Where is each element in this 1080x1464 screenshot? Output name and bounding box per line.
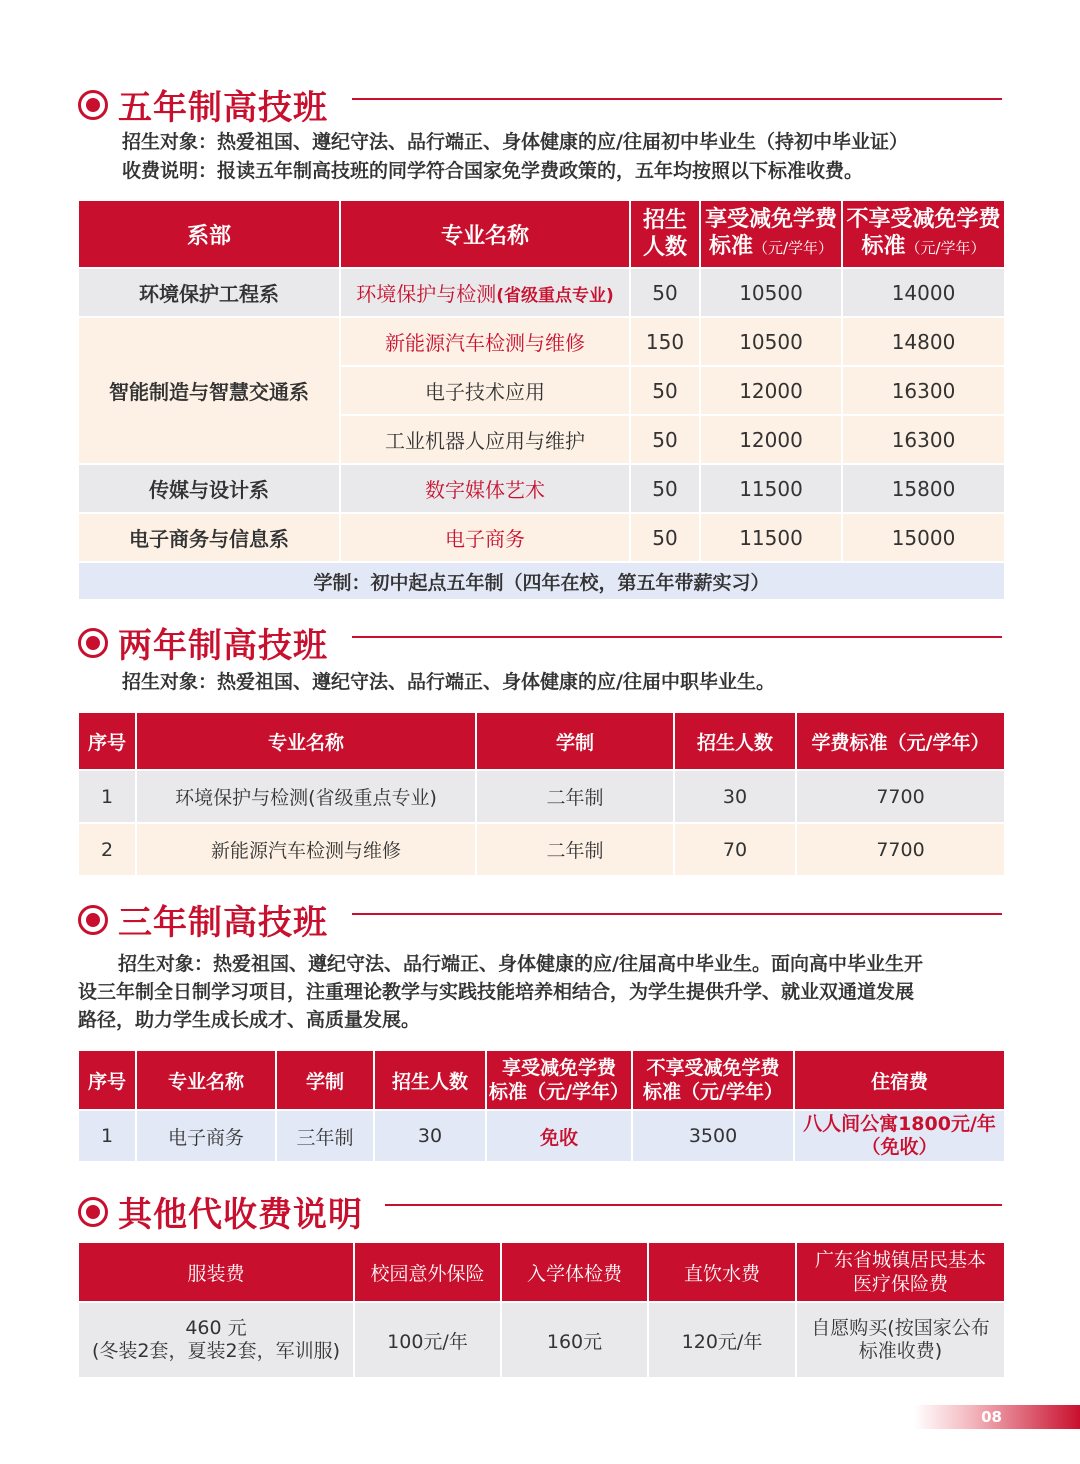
major-cell: 环境保护与检测(省级重点专业) xyxy=(136,770,476,823)
table-header-row xyxy=(78,200,1005,268)
col-system: 学制 xyxy=(476,712,674,770)
title-rule xyxy=(352,98,1002,100)
insurance-cell: 100元/年 xyxy=(354,1302,501,1378)
fee-cell: 7700 xyxy=(796,823,1005,876)
std2-cell: 14000 xyxy=(842,268,1005,317)
std1-cell: 12000 xyxy=(700,415,842,464)
dept-cell: 传媒与设计系 xyxy=(78,464,340,513)
col-no: 序号 xyxy=(78,712,136,770)
other-fees-table xyxy=(77,1241,1006,1379)
col-fee: 学费标准（元/学年） xyxy=(796,712,1005,770)
table-row xyxy=(78,268,1005,317)
fee-note: 收费说明：报读五年制高技班的同学符合国家免学费政策的，五年均按照以下标准收费。 xyxy=(122,160,864,182)
target-bullet-icon xyxy=(78,90,108,120)
col-std1: 享受减免学费 标准（元/学年） xyxy=(486,1050,632,1110)
dept-cell: 电子商务与信息系 xyxy=(78,513,340,562)
no-cell: 1 xyxy=(78,770,136,823)
col-water: 直饮水费 xyxy=(648,1242,796,1302)
school-system-note: 学制：初中起点五年制（四年在校，第五年带薪实习） xyxy=(78,562,1005,600)
col-count: 招生人数 xyxy=(374,1050,486,1110)
table-header-row xyxy=(78,1242,1005,1302)
enroll-target-line1: 招生对象：热爱祖国、遵纪守法、品行端正、身体健康的应/往届高中毕业生。面向高中毕业生开 xyxy=(118,953,923,975)
major-cell: 新能源汽车检测与维修 xyxy=(136,823,476,876)
std2-cell: 14800 xyxy=(842,317,1005,366)
std2-cell: 16300 xyxy=(842,366,1005,415)
dept-cell: 智能制造与智慧交通系 xyxy=(78,317,340,464)
col-std1: 享受减免学费 标准（元/学年） xyxy=(700,200,842,268)
table-row xyxy=(78,513,1005,562)
table-header-row xyxy=(78,712,1005,770)
three-year-table xyxy=(77,1049,1006,1163)
table-header-row xyxy=(78,1050,1005,1110)
major-cell: 数字媒体艺术 xyxy=(340,464,630,513)
system-cell: 三年制 xyxy=(276,1110,374,1162)
section-other-fees-header xyxy=(78,1187,363,1236)
col-lodging: 住宿费 xyxy=(794,1050,1005,1110)
table-row xyxy=(78,823,1005,876)
section-title: 其他代收费说明 xyxy=(118,1195,363,1235)
major-cell: 电子技术应用 xyxy=(340,366,630,415)
table-row xyxy=(78,1110,1005,1162)
uniform-cell: 460 元 (冬装2套，夏装2套，军训服) xyxy=(78,1302,354,1378)
table-footer-row xyxy=(78,562,1005,600)
section-three-year-header xyxy=(78,895,328,944)
title-rule xyxy=(385,1204,1002,1206)
col-dept: 系部 xyxy=(78,200,340,268)
col-std2: 不享受减免学费 标准（元/学年） xyxy=(632,1050,794,1110)
std2-cell: 3500 xyxy=(632,1110,794,1162)
col-major: 专业名称 xyxy=(136,712,476,770)
fee-cell: 7700 xyxy=(796,770,1005,823)
section-two-year-header xyxy=(78,618,328,667)
major-cell: 电子商务 xyxy=(340,513,630,562)
water-cell: 120元/年 xyxy=(648,1302,796,1378)
system-cell: 二年制 xyxy=(476,823,674,876)
col-uniform: 服装费 xyxy=(78,1242,354,1302)
std1-cell: 10500 xyxy=(700,268,842,317)
table-row xyxy=(78,1302,1005,1378)
count-cell: 50 xyxy=(630,464,700,513)
enroll-target: 招生对象：热爱祖国、遵纪守法、品行端正、身体健康的应/往届中职毕业生。 xyxy=(122,671,775,693)
count-cell: 150 xyxy=(630,317,700,366)
enroll-target-line3: 路径，助力学生成长成才、高质量发展。 xyxy=(78,1009,421,1031)
major-cell: 电子商务 xyxy=(136,1110,276,1162)
count-cell: 70 xyxy=(674,823,796,876)
table-row xyxy=(78,464,1005,513)
title-rule xyxy=(352,913,1002,915)
target-bullet-icon xyxy=(78,905,108,935)
count-cell: 50 xyxy=(630,513,700,562)
lodging-cell: 八人间公寓1800元/年 （免收） xyxy=(794,1110,1005,1162)
enroll-target: 招生对象：热爱祖国、遵纪守法、品行端正、身体健康的应/往届初中毕业生（持初中毕业证） xyxy=(122,131,908,153)
major-cell: 新能源汽车检测与维修 xyxy=(340,317,630,366)
five-year-table xyxy=(77,199,1006,601)
table-row xyxy=(78,770,1005,823)
section-title: 两年制高技班 xyxy=(118,626,328,666)
std2-cell: 16300 xyxy=(842,415,1005,464)
count-cell: 50 xyxy=(630,268,700,317)
count-cell: 50 xyxy=(630,366,700,415)
target-bullet-icon xyxy=(78,1197,108,1227)
std2-cell: 15800 xyxy=(842,464,1005,513)
std1-cell: 11500 xyxy=(700,464,842,513)
section-title: 五年制高技班 xyxy=(118,88,328,128)
col-medical: 广东省城镇居民基本 医疗保险费 xyxy=(796,1242,1005,1302)
enroll-target-line2: 设三年制全日制学习项目，注重理论教学与实践技能培养相结合，为学生提供升学、就业双通道发展 xyxy=(78,981,915,1003)
std1-cell: 10500 xyxy=(700,317,842,366)
col-count: 招生人数 xyxy=(674,712,796,770)
col-count: 招生 人数 xyxy=(630,200,700,268)
col-insurance: 校园意外保险 xyxy=(354,1242,501,1302)
col-no: 序号 xyxy=(78,1050,136,1110)
section-title: 三年制高技班 xyxy=(118,903,328,943)
two-year-table xyxy=(77,711,1006,877)
std1-cell: 免收 xyxy=(486,1110,632,1162)
count-cell: 30 xyxy=(374,1110,486,1162)
col-major: 专业名称 xyxy=(340,200,630,268)
page-number: 08 xyxy=(981,1408,1002,1426)
col-system: 学制 xyxy=(276,1050,374,1110)
no-cell: 1 xyxy=(78,1110,136,1162)
std1-cell: 12000 xyxy=(700,366,842,415)
major-cell: 环境保护与检测(省级重点专业) xyxy=(340,268,630,317)
no-cell: 2 xyxy=(78,823,136,876)
col-major: 专业名称 xyxy=(136,1050,276,1110)
std2-cell: 15000 xyxy=(842,513,1005,562)
title-rule xyxy=(352,636,1002,638)
medical-cell: 自愿购买(按国家公布 标准收费) xyxy=(796,1302,1005,1378)
dept-cell: 环境保护工程系 xyxy=(78,268,340,317)
section-five-year-header xyxy=(78,80,328,129)
system-cell: 二年制 xyxy=(476,770,674,823)
col-exam: 入学体检费 xyxy=(501,1242,648,1302)
major-cell: 工业机器人应用与维护 xyxy=(340,415,630,464)
table-row xyxy=(78,317,1005,366)
count-cell: 30 xyxy=(674,770,796,823)
count-cell: 50 xyxy=(630,415,700,464)
std1-cell: 11500 xyxy=(700,513,842,562)
col-std2: 不享受减免学费 标准（元/学年） xyxy=(842,200,1005,268)
target-bullet-icon xyxy=(78,628,108,658)
exam-cell: 160元 xyxy=(501,1302,648,1378)
